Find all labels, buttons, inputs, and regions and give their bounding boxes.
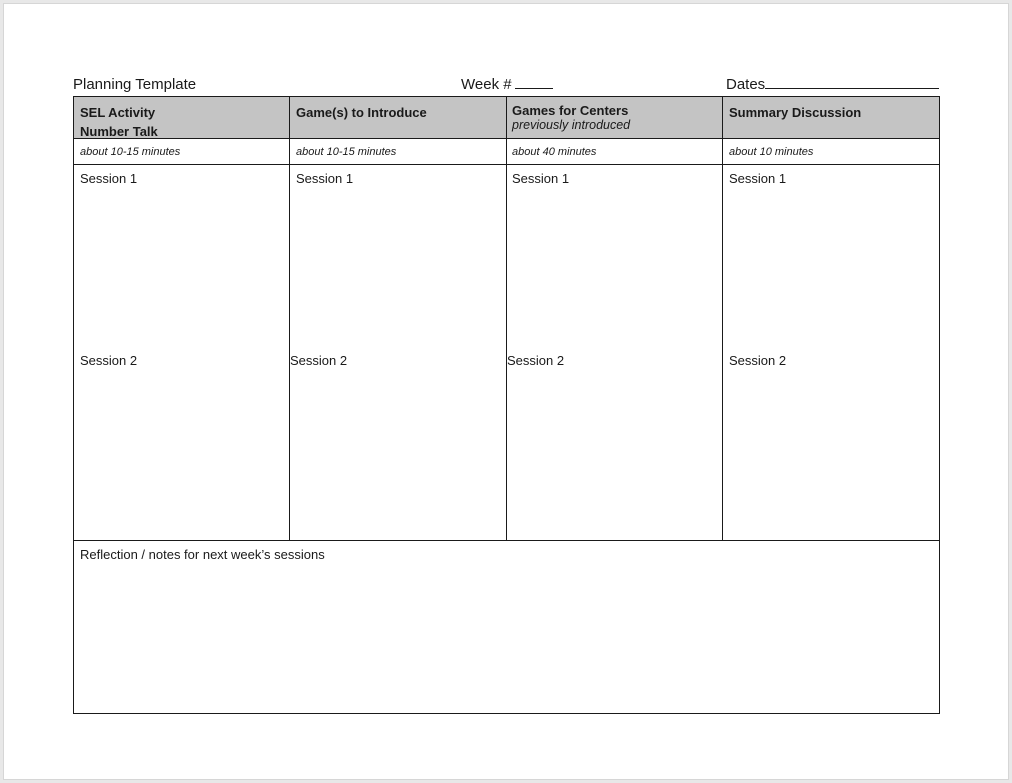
dates-field [726, 76, 939, 93]
column-divider [289, 97, 290, 540]
time-cell: about 10-15 minutes [296, 146, 397, 158]
session-1-label: Session 1 [512, 171, 570, 186]
header-title: Game(s) to Introduce [296, 105, 427, 120]
column-divider [506, 97, 507, 540]
time-cell: about 10 minutes [729, 146, 814, 158]
week-blank-line[interactable] [515, 76, 553, 89]
header-cell-summary-discussion [729, 103, 861, 123]
header-cell-sel-activity [80, 103, 158, 141]
time-cell: about 40 minutes [512, 146, 597, 158]
session-2-label: Session 2 [729, 353, 787, 368]
week-label: Week # [461, 76, 512, 93]
header-subtitle: previously introduced [512, 118, 631, 132]
header-title-line2: Number Talk [80, 124, 158, 139]
dates-label: Dates [726, 76, 766, 93]
session-1-label: Session 1 [80, 171, 138, 186]
planning-table [73, 96, 940, 714]
header-title: Games for Centers [512, 103, 629, 118]
session-1-label: Session 1 [296, 171, 354, 186]
session-1-label: Session 1 [729, 171, 787, 186]
header-title: SEL Activity [80, 105, 156, 120]
week-field [461, 76, 553, 93]
page-title: Planning Template [73, 76, 197, 93]
dates-blank-line[interactable] [765, 76, 939, 89]
column-divider [722, 97, 723, 540]
session-2-label: Session 2 [290, 353, 348, 368]
header-cell-games-to-introduce [296, 103, 427, 123]
session-2-label: Session 2 [507, 353, 565, 368]
header-cell-games-for-centers [512, 103, 630, 132]
session-2-label: Session 2 [80, 353, 138, 368]
document-page [3, 3, 1009, 780]
reflection-label: Reflection / notes for next week’s sessions [80, 547, 325, 562]
time-cell: about 10-15 minutes [80, 146, 181, 158]
reflection-cell[interactable] [74, 541, 939, 713]
header-title: Summary Discussion [729, 105, 862, 120]
